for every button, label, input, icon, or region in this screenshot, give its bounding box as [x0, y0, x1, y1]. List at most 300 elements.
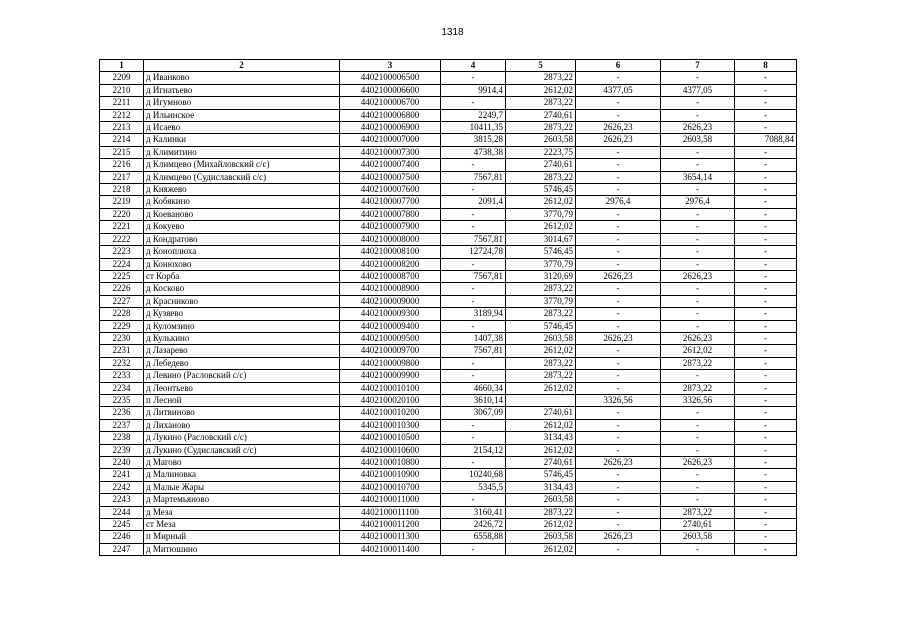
column-header-4: 4: [441, 60, 506, 72]
table-cell-col-3: 4402100009500: [340, 332, 441, 344]
table-cell-col-8: -: [735, 506, 797, 518]
table-cell-col-4: -: [441, 208, 506, 220]
column-header-2: 2: [144, 60, 340, 72]
table-cell-col-6: -: [576, 72, 661, 84]
table-cell-col-5: 3120,69: [506, 270, 576, 282]
table-row: [100, 345, 797, 357]
column-header-5: 5: [506, 60, 576, 72]
table-cell-col-3: 4402100006700: [340, 97, 441, 109]
column-header-7: 7: [661, 60, 735, 72]
table-cell-col-8: -: [735, 283, 797, 295]
table-cell-col-6: -: [576, 283, 661, 295]
table-cell-col-7: 2626,23: [661, 332, 735, 344]
table-cell-col-5: 5746,45: [506, 469, 576, 481]
table-cell-col-7: -: [661, 258, 735, 270]
table-cell-col-1: 2228: [100, 308, 144, 320]
table-cell-col-4: 10240,68: [441, 469, 506, 481]
table-cell-col-6: -: [576, 345, 661, 357]
table-row: [100, 419, 797, 431]
table-cell-col-7: 2626,23: [661, 270, 735, 282]
table-cell-col-7: -: [661, 543, 735, 555]
table-cell-col-5: 3014,67: [506, 233, 576, 245]
table-cell-col-3: 4402100006800: [340, 109, 441, 121]
table-cell-col-2: д Кулькино: [144, 332, 340, 344]
table-cell-col-8: -: [735, 543, 797, 555]
table-row: [100, 134, 797, 146]
table-cell-col-1: 2222: [100, 233, 144, 245]
table-cell-col-3: 4402100009000: [340, 295, 441, 307]
table-row: [100, 184, 797, 196]
table-cell-col-1: 2242: [100, 481, 144, 493]
table-row: [100, 72, 797, 84]
table-cell-col-4: -: [441, 159, 506, 171]
table-cell-col-2: д Игнатьево: [144, 84, 340, 96]
table-cell-col-5: 2612,02: [506, 196, 576, 208]
table-row: [100, 407, 797, 419]
table-cell-col-7: -: [661, 109, 735, 121]
table-cell-col-5: 2612,02: [506, 543, 576, 555]
table-cell-col-6: -: [576, 370, 661, 382]
table-row: [100, 506, 797, 518]
table-cell-col-5: 2603,58: [506, 531, 576, 543]
table-row: [100, 283, 797, 295]
table-cell-col-5: 2223,75: [506, 146, 576, 158]
table-cell-col-8: -: [735, 320, 797, 332]
table-cell-col-1: 2246: [100, 531, 144, 543]
table-cell-col-7: -: [661, 407, 735, 419]
table-cell-col-8: -: [735, 345, 797, 357]
table-cell-col-4: -: [441, 295, 506, 307]
table-cell-col-8: -: [735, 444, 797, 456]
table-row: [100, 481, 797, 493]
table-cell-col-6: -: [576, 159, 661, 171]
table-cell-col-3: 4402100011100: [340, 506, 441, 518]
table-cell-col-8: -: [735, 159, 797, 171]
table-cell-col-1: 2230: [100, 332, 144, 344]
table-cell-col-5: 2873,22: [506, 357, 576, 369]
table-cell-col-6: -: [576, 208, 661, 220]
table-cell-col-6: -: [576, 109, 661, 121]
table-cell-col-5: 2873,22: [506, 97, 576, 109]
table-cell-col-5: 2873,22: [506, 506, 576, 518]
table-cell-col-4: 9914,4: [441, 84, 506, 96]
table-cell-col-7: -: [661, 97, 735, 109]
table-cell-col-7: -: [661, 432, 735, 444]
table-cell-col-8: -: [735, 494, 797, 506]
column-header-8: 8: [735, 60, 797, 72]
table-cell-col-6: -: [576, 171, 661, 183]
table-cell-col-8: -: [735, 519, 797, 531]
table-cell-col-5: 2603,58: [506, 332, 576, 344]
table-cell-col-4: -: [441, 357, 506, 369]
table-cell-col-8: -: [735, 432, 797, 444]
table-cell-col-1: 2225: [100, 270, 144, 282]
table-cell-col-4: -: [441, 72, 506, 84]
table-cell-col-8: -: [735, 531, 797, 543]
table-cell-col-4: -: [441, 221, 506, 233]
table-cell-col-4: 3189,94: [441, 308, 506, 320]
table-cell-col-3: 4402100008700: [340, 270, 441, 282]
table-cell-col-3: 4402100007800: [340, 208, 441, 220]
table-cell-col-8: -: [735, 208, 797, 220]
table-cell-col-4: 7567,81: [441, 345, 506, 357]
table-cell-col-2: д Ильинское: [144, 109, 340, 121]
table-cell-col-8: -: [735, 184, 797, 196]
table-cell-col-6: -: [576, 221, 661, 233]
table-cell-col-6: -: [576, 184, 661, 196]
table-row: [100, 233, 797, 245]
table-cell-col-3: 4402100011000: [340, 494, 441, 506]
table-cell-col-3: 4402100010500: [340, 432, 441, 444]
table-cell-col-6: 4377,05: [576, 84, 661, 96]
table-cell-col-6: -: [576, 444, 661, 456]
table-cell-col-8: -: [735, 122, 797, 134]
table-cell-col-7: -: [661, 246, 735, 258]
table-cell-col-2: д Иванково: [144, 72, 340, 84]
table-cell-col-4: -: [441, 432, 506, 444]
table-cell-col-4: 3610,14: [441, 394, 506, 406]
table-cell-col-2: д Конюхово: [144, 258, 340, 270]
column-header-1: 1: [100, 60, 144, 72]
table-cell-col-5: 2873,22: [506, 72, 576, 84]
table-cell-col-3: 4402100007400: [340, 159, 441, 171]
table-cell-col-1: 2243: [100, 494, 144, 506]
table-cell-col-7: -: [661, 308, 735, 320]
table-cell-col-2: ст Корба: [144, 270, 340, 282]
table-cell-col-3: 4402100006500: [340, 72, 441, 84]
data-table: [99, 59, 797, 556]
table-cell-col-5: 3134,43: [506, 432, 576, 444]
table-cell-col-3: 4402100020100: [340, 394, 441, 406]
table-cell-col-7: 3326,56: [661, 394, 735, 406]
table-cell-col-8: -: [735, 97, 797, 109]
table-cell-col-1: 2220: [100, 208, 144, 220]
table-cell-col-4: 3067,09: [441, 407, 506, 419]
table-cell-col-4: -: [441, 258, 506, 270]
table-cell-col-7: 2603,58: [661, 134, 735, 146]
table-cell-col-7: 4377,05: [661, 84, 735, 96]
table-cell-col-7: 2873,22: [661, 506, 735, 518]
table-cell-col-7: -: [661, 233, 735, 245]
table-cell-col-8: -: [735, 332, 797, 344]
table-cell-col-6: -: [576, 246, 661, 258]
table-cell-col-6: -: [576, 233, 661, 245]
table-cell-col-5: 2873,22: [506, 122, 576, 134]
table-row: [100, 246, 797, 258]
header-row: [100, 60, 797, 72]
table-cell-col-3: 4402100008000: [340, 233, 441, 245]
table-cell-col-5: 3770,79: [506, 258, 576, 270]
table-cell-col-1: 2232: [100, 357, 144, 369]
table-cell-col-3: 4402100007500: [340, 171, 441, 183]
table-cell-col-7: -: [661, 159, 735, 171]
table-row: [100, 295, 797, 307]
table-row: [100, 394, 797, 406]
table-cell-col-2: д Климитино: [144, 146, 340, 158]
table-row: [100, 97, 797, 109]
table-cell-col-8: -: [735, 457, 797, 469]
table-cell-col-1: 2213: [100, 122, 144, 134]
table-cell-col-7: -: [661, 221, 735, 233]
table-cell-col-2: д Левино (Расловский с/с): [144, 370, 340, 382]
table-cell-col-1: 2223: [100, 246, 144, 258]
table-cell-col-1: 2229: [100, 320, 144, 332]
table-cell-col-7: -: [661, 72, 735, 84]
table-body: [100, 72, 797, 556]
table-row: [100, 122, 797, 134]
table-cell-col-6: 2626,23: [576, 134, 661, 146]
table-cell-col-7: -: [661, 320, 735, 332]
table-cell-col-8: -: [735, 246, 797, 258]
table-cell-col-7: -: [661, 419, 735, 431]
table-cell-col-4: -: [441, 457, 506, 469]
table-cell-col-6: -: [576, 543, 661, 555]
table-cell-col-7: 3654,14: [661, 171, 735, 183]
table-cell-col-7: 2603,58: [661, 531, 735, 543]
table-cell-col-8: -: [735, 357, 797, 369]
table-cell-col-1: 2245: [100, 519, 144, 531]
table-cell-col-2: д Лазарево: [144, 345, 340, 357]
table-cell-col-8: -: [735, 109, 797, 121]
table-cell-col-1: 2238: [100, 432, 144, 444]
table-cell-col-5: 2740,61: [506, 109, 576, 121]
table-cell-col-5: 2612,02: [506, 419, 576, 431]
table-cell-col-2: д Коноплюха: [144, 246, 340, 258]
table-cell-col-7: -: [661, 444, 735, 456]
table-cell-col-4: -: [441, 419, 506, 431]
table-cell-col-2: д Косково: [144, 283, 340, 295]
table-cell-col-6: 2626,23: [576, 270, 661, 282]
table-cell-col-7: -: [661, 283, 735, 295]
table-cell-col-7: -: [661, 481, 735, 493]
table-cell-col-7: 2976,4: [661, 196, 735, 208]
table-row: [100, 159, 797, 171]
table-cell-col-8: -: [735, 221, 797, 233]
table-cell-col-6: 3326,56: [576, 394, 661, 406]
table-cell-col-1: 2219: [100, 196, 144, 208]
table-cell-col-7: -: [661, 208, 735, 220]
table-cell-col-5: 5746,45: [506, 184, 576, 196]
table-cell-col-1: 2241: [100, 469, 144, 481]
table-cell-col-6: 2626,23: [576, 332, 661, 344]
table-cell-col-1: 2237: [100, 419, 144, 431]
table-row: [100, 444, 797, 456]
table-cell-col-1: 2209: [100, 72, 144, 84]
table-cell-col-1: 2224: [100, 258, 144, 270]
table-cell-col-5: 2740,61: [506, 457, 576, 469]
table-cell-col-1: 2211: [100, 97, 144, 109]
table-cell-col-4: 2426,72: [441, 519, 506, 531]
table-cell-col-6: -: [576, 97, 661, 109]
table-cell-col-8: -: [735, 419, 797, 431]
table-cell-col-5: 3770,79: [506, 295, 576, 307]
table-cell-col-2: д Княжево: [144, 184, 340, 196]
table-cell-col-8: -: [735, 171, 797, 183]
column-header-3: 3: [340, 60, 441, 72]
table-header: [100, 60, 797, 72]
table-cell-col-6: 2626,23: [576, 457, 661, 469]
table-cell-col-2: д Куломзино: [144, 320, 340, 332]
table-row: [100, 208, 797, 220]
table-row: [100, 357, 797, 369]
table-cell-col-5: 2740,61: [506, 159, 576, 171]
table-cell-col-1: 2234: [100, 382, 144, 394]
table-cell-col-7: -: [661, 146, 735, 158]
table-row: [100, 370, 797, 382]
table-cell-col-5: 2612,02: [506, 444, 576, 456]
table-cell-col-1: 2244: [100, 506, 144, 518]
table-cell-col-4: 3160,41: [441, 506, 506, 518]
table-cell-col-6: -: [576, 146, 661, 158]
table-cell-col-6: -: [576, 419, 661, 431]
table-cell-col-3: 4402100010100: [340, 382, 441, 394]
table-cell-col-8: -: [735, 196, 797, 208]
table-cell-col-5: [506, 394, 576, 406]
table-cell-col-7: -: [661, 469, 735, 481]
table-row: [100, 171, 797, 183]
table-cell-col-8: -: [735, 146, 797, 158]
table-cell-col-3: 4402100007300: [340, 146, 441, 158]
table-cell-col-7: 2873,22: [661, 382, 735, 394]
table-cell-col-7: -: [661, 370, 735, 382]
table-cell-col-4: -: [441, 184, 506, 196]
table-cell-col-2: д Климцево (Михайловский с/с): [144, 159, 340, 171]
table-row: [100, 320, 797, 332]
table-cell-col-3: 4402100009900: [340, 370, 441, 382]
table-cell-col-3: 4402100009700: [340, 345, 441, 357]
table-cell-col-8: -: [735, 84, 797, 96]
table-cell-col-2: д Кузяево: [144, 308, 340, 320]
table-cell-col-8: -: [735, 394, 797, 406]
table-cell-col-4: -: [441, 494, 506, 506]
table-cell-col-5: 2603,58: [506, 494, 576, 506]
table-cell-col-6: 2626,23: [576, 531, 661, 543]
table-cell-col-3: 4402100011200: [340, 519, 441, 531]
table-cell-col-2: д Исаево: [144, 122, 340, 134]
table-cell-col-6: -: [576, 258, 661, 270]
table-cell-col-3: 4402100011300: [340, 531, 441, 543]
table-cell-col-7: -: [661, 494, 735, 506]
table-row: [100, 469, 797, 481]
table-cell-col-8: -: [735, 72, 797, 84]
table-cell-col-2: п Мирный: [144, 531, 340, 543]
table-cell-col-8: -: [735, 233, 797, 245]
table-cell-col-5: 2612,02: [506, 382, 576, 394]
table-cell-col-6: -: [576, 469, 661, 481]
table-cell-col-6: -: [576, 357, 661, 369]
table-cell-col-4: 2154,12: [441, 444, 506, 456]
table-cell-col-2: д Коеваново: [144, 208, 340, 220]
table-cell-col-7: -: [661, 184, 735, 196]
table-cell-col-6: -: [576, 295, 661, 307]
table-cell-col-2: д Лиханово: [144, 419, 340, 431]
table-cell-col-8: -: [735, 407, 797, 419]
table-cell-col-7: 2873,22: [661, 357, 735, 369]
table-cell-col-4: 1407,38: [441, 332, 506, 344]
table-cell-col-3: 4402100007000: [340, 134, 441, 146]
table-cell-col-5: 2873,22: [506, 171, 576, 183]
column-header-6: 6: [576, 60, 661, 72]
table-cell-col-5: 2873,22: [506, 370, 576, 382]
table-cell-col-2: д Магово: [144, 457, 340, 469]
table-cell-col-1: 2216: [100, 159, 144, 171]
table-cell-col-3: 4402100009300: [340, 308, 441, 320]
table-cell-col-1: 2217: [100, 171, 144, 183]
table-cell-col-2: д Калинки: [144, 134, 340, 146]
table-cell-col-2: д Лукино (Судиславский с/с): [144, 444, 340, 456]
table-cell-col-3: 4402100006900: [340, 122, 441, 134]
table-cell-col-2: д Леонтьево: [144, 382, 340, 394]
table-cell-col-2: д Климцево (Судиславский с/с): [144, 171, 340, 183]
table-cell-col-4: 7567,81: [441, 171, 506, 183]
table-cell-col-6: -: [576, 320, 661, 332]
table-cell-col-2: д Кобякино: [144, 196, 340, 208]
table-row: [100, 196, 797, 208]
table-cell-col-2: д Красниково: [144, 295, 340, 307]
table-cell-col-4: 3815,28: [441, 134, 506, 146]
table-cell-col-3: 4402100008200: [340, 258, 441, 270]
table-cell-col-2: д Малиновка: [144, 469, 340, 481]
table-cell-col-8: -: [735, 382, 797, 394]
table-cell-col-2: ст Меза: [144, 519, 340, 531]
table-cell-col-6: -: [576, 506, 661, 518]
table-cell-col-4: -: [441, 283, 506, 295]
table-cell-col-1: 2227: [100, 295, 144, 307]
table-cell-col-3: 4402100010600: [340, 444, 441, 456]
table-cell-col-8: -: [735, 295, 797, 307]
table-cell-col-3: 4402100009800: [340, 357, 441, 369]
table-cell-col-1: 2236: [100, 407, 144, 419]
table-cell-col-7: 2612,02: [661, 345, 735, 357]
table-cell-col-1: 2240: [100, 457, 144, 469]
table-cell-col-3: 4402100010800: [340, 457, 441, 469]
table-cell-col-5: 3770,79: [506, 208, 576, 220]
table-cell-col-3: 4402100007700: [340, 196, 441, 208]
table-cell-col-5: 2603,58: [506, 134, 576, 146]
table-cell-col-8: -: [735, 270, 797, 282]
table-cell-col-4: -: [441, 97, 506, 109]
table-cell-col-4: -: [441, 320, 506, 332]
table-row: [100, 84, 797, 96]
table-cell-col-6: -: [576, 519, 661, 531]
table-cell-col-2: д Лукино (Расловский с/с): [144, 432, 340, 444]
table-cell-col-2: д Литвиново: [144, 407, 340, 419]
table-cell-col-3: 4402100010700: [340, 481, 441, 493]
table-cell-col-1: 2218: [100, 184, 144, 196]
table-cell-col-7: 2626,23: [661, 122, 735, 134]
table-cell-col-1: 2221: [100, 221, 144, 233]
table-cell-col-6: 2626,23: [576, 122, 661, 134]
table-row: [100, 146, 797, 158]
table-cell-col-1: 2215: [100, 146, 144, 158]
table-cell-col-6: -: [576, 481, 661, 493]
table-row: [100, 432, 797, 444]
table-row: [100, 382, 797, 394]
table-cell-col-5: 2612,02: [506, 84, 576, 96]
table-cell-col-4: 7567,81: [441, 270, 506, 282]
table-cell-col-8: -: [735, 481, 797, 493]
table-cell-col-2: д Мартемьяново: [144, 494, 340, 506]
table-cell-col-2: д Митюшино: [144, 543, 340, 555]
table-cell-col-6: -: [576, 308, 661, 320]
table-row: [100, 332, 797, 344]
table-cell-col-1: 2233: [100, 370, 144, 382]
table-row: [100, 519, 797, 531]
table-cell-col-5: 2612,02: [506, 345, 576, 357]
table-cell-col-3: 4402100009400: [340, 320, 441, 332]
table-cell-col-2: д Кондратово: [144, 233, 340, 245]
table-cell-col-3: 4402100010200: [340, 407, 441, 419]
